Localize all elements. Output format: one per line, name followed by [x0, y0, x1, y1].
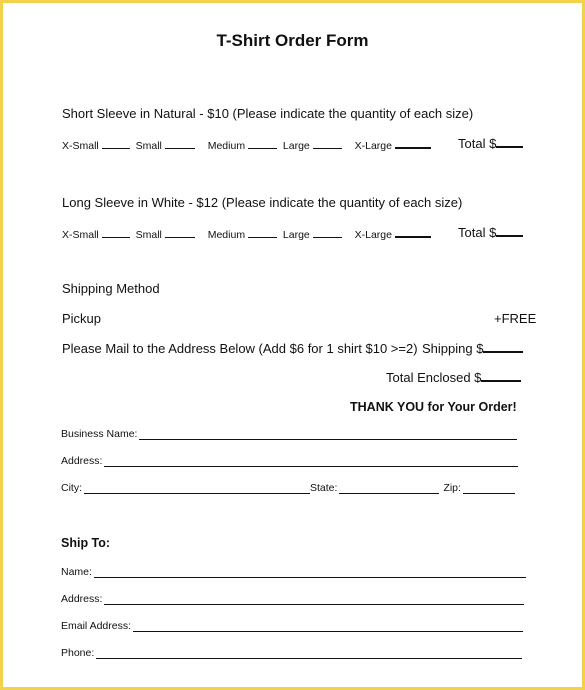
zip-label: Zip:: [443, 482, 461, 494]
qty-xsmall-field[interactable]: [102, 227, 130, 238]
total-enclosed: [386, 370, 521, 385]
business-name-field[interactable]: [139, 430, 517, 440]
qty-small-field[interactable]: [165, 138, 195, 149]
long-sleeve-total-field[interactable]: [496, 225, 523, 237]
city-label: City:: [61, 482, 82, 494]
ship-address-row: [61, 593, 524, 605]
size-label-xlarge: X-Large: [354, 140, 392, 152]
ship-email-row: [61, 620, 523, 632]
ship-phone-row: [61, 647, 522, 659]
shipping-amount-field[interactable]: [483, 341, 523, 353]
business-city-row: [61, 482, 515, 494]
size-label-medium: Medium: [207, 229, 246, 241]
size-label-xsmall: X-Small: [62, 229, 99, 241]
total-enclosed-label: Total Enclosed $: [386, 370, 482, 385]
zip-field[interactable]: [463, 484, 515, 494]
ship-phone-field[interactable]: [96, 649, 522, 659]
qty-medium-field[interactable]: [248, 138, 277, 149]
ship-address-label: Address:: [61, 593, 103, 605]
ship-name-row: [61, 566, 526, 578]
state-label: State:: [310, 482, 338, 494]
mail-option: Please Mail to the Address Below (Add $6 for 1 shirt $10 >=2): [62, 341, 418, 356]
short-sleeve-heading: Short Sleeve in Natural - $10 (Please indicate the quantity of each size): [62, 106, 474, 121]
shipping-label: Shipping $: [422, 341, 484, 356]
long-sleeve-size-row: [62, 226, 431, 241]
business-address-row: [61, 455, 518, 467]
size-label-medium: Medium: [207, 140, 246, 152]
qty-large-field[interactable]: [313, 227, 342, 238]
city-field[interactable]: [84, 484, 310, 494]
shipping-amount: [422, 341, 523, 356]
size-label-small: Small: [135, 229, 162, 241]
ship-name-field[interactable]: [94, 568, 526, 578]
total-enclosed-field[interactable]: [481, 370, 521, 382]
qty-xlarge-field[interactable]: [395, 137, 431, 149]
pickup-option: Pickup: [62, 311, 102, 326]
qty-large-field[interactable]: [313, 138, 342, 149]
ship-name-label: Name:: [61, 566, 92, 578]
total-label: Total $: [458, 225, 497, 240]
size-label-large: Large: [282, 229, 310, 241]
form-title: T-Shirt Order Form: [216, 31, 369, 50]
qty-xsmall-field[interactable]: [102, 138, 130, 149]
ship-phone-label: Phone:: [61, 647, 95, 659]
shipping-method-heading: Shipping Method: [62, 281, 160, 296]
state-field[interactable]: [339, 484, 439, 494]
free-label: +FREE: [494, 311, 537, 326]
size-label-xlarge: X-Large: [354, 229, 392, 241]
size-label-large: Large: [282, 140, 310, 152]
short-sleeve-total: [458, 136, 523, 151]
qty-medium-field[interactable]: [248, 227, 277, 238]
ship-address-field[interactable]: [104, 595, 524, 605]
business-address-field[interactable]: [104, 457, 518, 467]
size-label-xsmall: X-Small: [62, 140, 99, 152]
business-name-row: [61, 428, 517, 440]
long-sleeve-heading: Long Sleeve in White - $12 (Please indicate the quantity of each size): [62, 195, 463, 210]
ship-to-heading: Ship To:: [61, 536, 111, 550]
business-name-label: Business Name:: [61, 428, 138, 440]
size-label-small: Small: [135, 140, 162, 152]
qty-small-field[interactable]: [165, 227, 195, 238]
ship-email-label: Email Address:: [61, 620, 132, 632]
short-sleeve-total-field[interactable]: [496, 136, 523, 148]
qty-xlarge-field[interactable]: [395, 226, 431, 238]
total-label: Total $: [458, 136, 497, 151]
order-form-page: [3, 3, 582, 687]
long-sleeve-total: [458, 225, 523, 240]
business-address-label: Address:: [61, 455, 103, 467]
thank-you-message: THANK YOU for Your Order!: [350, 400, 517, 414]
short-sleeve-size-row: [62, 137, 431, 152]
ship-email-field[interactable]: [133, 622, 523, 632]
